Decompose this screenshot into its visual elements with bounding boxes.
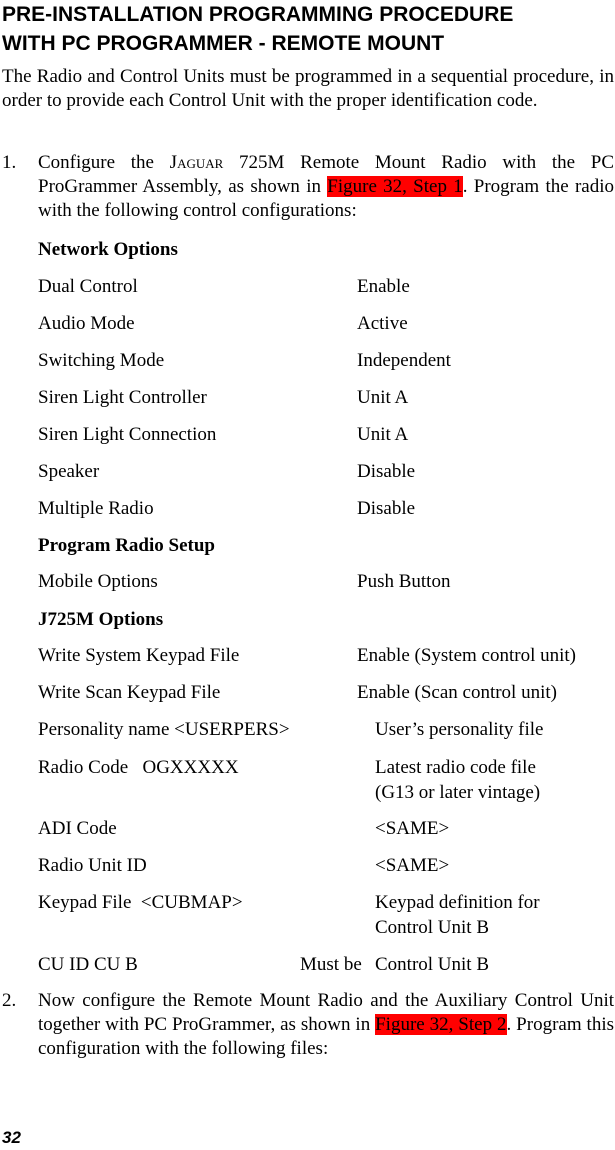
config-label: Audio Mode — [38, 313, 135, 334]
jaguar-brand: Jaguar — [169, 152, 224, 173]
config-value: Independent — [357, 350, 451, 371]
config-value: Enable (Scan control unit) — [357, 682, 557, 703]
config-value-line-2: (G13 or later vintage) — [375, 782, 541, 803]
config-label: Radio Unit ID — [38, 855, 147, 876]
config-value: <SAME> — [375, 818, 450, 839]
config-value: <SAME> — [375, 855, 450, 876]
step-1-text-b: 725M Remote Mount Radio with the PC ProGrammer Assembly, as shown in — [38, 152, 614, 197]
config-label: Keypad File <CUBMAP> — [38, 892, 243, 913]
step-1-text — [38, 151, 614, 223]
config-label: Mobile Options — [38, 571, 158, 592]
config-value: Unit A — [357, 387, 409, 408]
config-label: Multiple Radio — [38, 498, 154, 519]
figure-32-step-1-link[interactable]: Figure 32, Step 1 — [327, 176, 463, 197]
config-value: Disable — [357, 461, 416, 482]
step-2-number: 2. — [2, 990, 17, 1011]
intro-paragraph: The Radio and Control Units must be programmed in a sequential procedure, in order to provide each Control Unit with the proper identification code. — [2, 66, 614, 111]
config-label: Personality name <USERPERS> — [38, 719, 290, 740]
figure-32-step-2-link[interactable]: Figure 32, Step 2 — [375, 1014, 507, 1035]
must-be-label: Must be — [300, 954, 362, 975]
config-value: Active — [357, 313, 408, 334]
config-label: Dual Control — [38, 276, 138, 297]
config-label: CU ID CU B — [38, 954, 138, 975]
title-line-1: PRE-INSTALLATION PROGRAMMING PROCEDURE — [2, 3, 514, 26]
config-value: Keypad definition for — [375, 892, 540, 913]
config-value: Unit A — [357, 424, 409, 445]
config-value: Enable — [357, 276, 410, 297]
config-label: Switching Mode — [38, 350, 165, 371]
config-label: Write System Keypad File — [38, 645, 240, 666]
network-options-heading: Network Options — [38, 239, 178, 260]
config-value: Control Unit B — [375, 954, 490, 975]
config-label: Radio Code OGXXXXX — [38, 757, 239, 778]
config-label: ADI Code — [38, 818, 117, 839]
j725m-options-heading: J725M Options — [38, 609, 164, 630]
config-value: Disable — [357, 498, 416, 519]
program-radio-setup-heading: Program Radio Setup — [38, 535, 215, 556]
step-1-text-c: . Program the radio with the following control configurations: — [38, 176, 614, 221]
config-value: User’s personality file — [375, 719, 544, 740]
step-2-text-b: . Program this configuration with the following files: — [38, 1014, 614, 1059]
step-2-text-a: Now configure the Remote Mount Radio and the Auxiliary Control Unit together with PC ProGrammer, as shown in — [38, 990, 614, 1035]
page-title — [2, 0, 614, 58]
config-label: Siren Light Connection — [38, 424, 217, 445]
config-label: Siren Light Controller — [38, 387, 207, 408]
config-value: Latest radio code file — [375, 757, 536, 778]
step-1-text-a: Configure the — [38, 152, 170, 173]
config-value: Push Button — [357, 571, 451, 592]
page-number: 32 — [2, 1128, 21, 1147]
step-1-number: 1. — [2, 152, 17, 173]
title-line-2: WITH PC PROGRAMMER - REMOTE MOUNT — [2, 32, 445, 55]
config-value: Enable (System control unit) — [357, 645, 576, 666]
config-label: Speaker — [38, 461, 100, 482]
config-label: Write Scan Keypad File — [38, 682, 221, 703]
config-value-line-2: Control Unit B — [375, 917, 490, 938]
step-2-text — [38, 989, 614, 1061]
